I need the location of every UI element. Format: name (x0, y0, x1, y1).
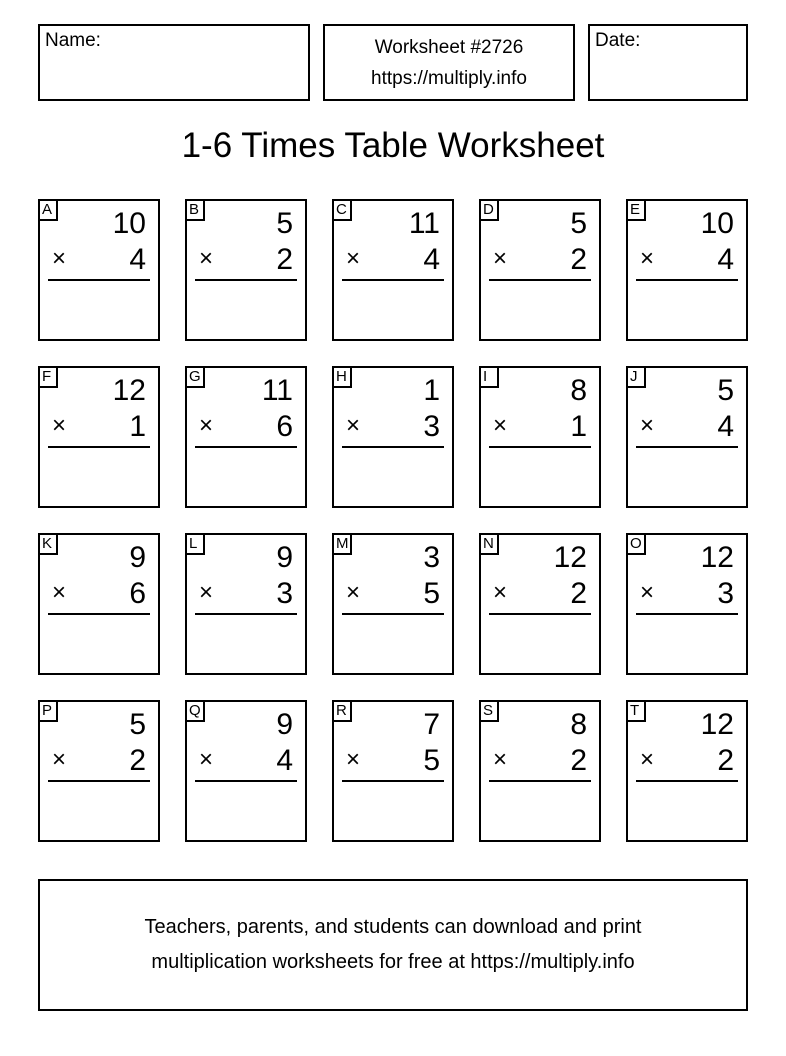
footer-box (38, 879, 748, 1011)
answer-line (342, 780, 444, 782)
problem-card (626, 700, 748, 842)
times-sign: × (640, 579, 655, 606)
problem-card (479, 533, 601, 675)
problem-letter: I (479, 366, 499, 388)
multiplier: 2 (570, 744, 587, 777)
footer-line-2: multiplication worksheets for free at https://multiply.info (151, 951, 635, 973)
problem-letter: M (332, 533, 352, 555)
answer-line (48, 446, 150, 448)
answer-line (48, 613, 150, 615)
multiplier: 6 (276, 410, 293, 443)
multiplier: 3 (717, 577, 734, 610)
footer-line-1: Teachers, parents, and students can download and print (144, 916, 642, 938)
problem-letter: F (38, 366, 58, 388)
problem-card (479, 199, 601, 341)
multiplicand: 7 (423, 708, 440, 741)
answer-line (636, 279, 738, 281)
multiplicand: 3 (423, 541, 440, 574)
multiplier: 4 (717, 243, 734, 276)
problem-card (626, 199, 748, 341)
problem-letter: J (626, 366, 646, 388)
multiplier: 1 (129, 410, 146, 443)
multiplier: 4 (717, 410, 734, 443)
worksheet-number: Worksheet #2726 (374, 37, 524, 58)
times-sign: × (52, 412, 67, 439)
problem-card (38, 533, 160, 675)
answer-line (342, 446, 444, 448)
answer-line (48, 279, 150, 281)
problem-card (185, 199, 307, 341)
times-sign: × (346, 746, 361, 773)
multiplier: 6 (129, 577, 146, 610)
answer-line (342, 279, 444, 281)
problem-card (332, 700, 454, 842)
problem-letter: H (332, 366, 352, 388)
problem-card (38, 700, 160, 842)
multiplier: 4 (423, 243, 440, 276)
times-sign: × (52, 746, 67, 773)
multiplier: 3 (276, 577, 293, 610)
times-sign: × (199, 579, 214, 606)
answer-line (48, 780, 150, 782)
multiplier: 1 (570, 410, 587, 443)
problem-letter: A (38, 199, 58, 221)
times-sign: × (493, 746, 508, 773)
answer-line (489, 279, 591, 281)
multiplicand: 10 (700, 207, 734, 240)
date-box[interactable] (588, 24, 748, 101)
problem-letter: R (332, 700, 352, 722)
times-sign: × (52, 579, 67, 606)
answer-line (342, 613, 444, 615)
times-sign: × (346, 412, 361, 439)
multiplicand: 9 (129, 541, 146, 574)
problem-letter: S (479, 700, 499, 722)
multiplicand: 10 (112, 207, 146, 240)
answer-line (195, 446, 297, 448)
problem-card (626, 366, 748, 508)
multiplicand: 9 (276, 708, 293, 741)
times-sign: × (493, 412, 508, 439)
answer-line (195, 780, 297, 782)
multiplicand: 12 (700, 708, 734, 741)
problem-card (185, 366, 307, 508)
problem-letter: E (626, 199, 646, 221)
times-sign: × (493, 579, 508, 606)
multiplicand: 12 (700, 541, 734, 574)
problem-letter: N (479, 533, 499, 555)
answer-line (489, 780, 591, 782)
problem-letter: B (185, 199, 205, 221)
multiplicand: 9 (276, 541, 293, 574)
multiplicand: 8 (570, 708, 587, 741)
problem-card (185, 700, 307, 842)
multiplier: 5 (423, 577, 440, 610)
page-title: 1-6 Times Table Worksheet (181, 126, 605, 165)
multiplicand: 5 (570, 207, 587, 240)
problem-card (38, 199, 160, 341)
multiplier: 5 (423, 744, 440, 777)
multiplicand: 12 (553, 541, 587, 574)
times-sign: × (640, 245, 655, 272)
times-sign: × (346, 579, 361, 606)
multiplier: 2 (276, 243, 293, 276)
problem-card (38, 366, 160, 508)
multiplier: 2 (129, 744, 146, 777)
problem-card (332, 366, 454, 508)
problem-letter: D (479, 199, 499, 221)
name-box[interactable] (38, 24, 310, 101)
problem-letter: G (185, 366, 205, 388)
date-label: Date: (595, 30, 641, 51)
times-sign: × (640, 746, 655, 773)
multiplicand: 11 (261, 374, 293, 407)
problem-card (479, 700, 601, 842)
multiplier: 2 (717, 744, 734, 777)
multiplier: 4 (276, 744, 293, 777)
answer-line (636, 446, 738, 448)
times-sign: × (493, 245, 508, 272)
problem-letter: T (626, 700, 646, 722)
multiplicand: 5 (276, 207, 293, 240)
problem-card (479, 366, 601, 508)
times-sign: × (640, 412, 655, 439)
multiplier: 2 (570, 577, 587, 610)
problem-letter: C (332, 199, 352, 221)
multiplicand: 5 (129, 708, 146, 741)
problem-letter: L (185, 533, 205, 555)
multiplicand: 12 (112, 374, 146, 407)
times-sign: × (346, 245, 361, 272)
answer-line (489, 613, 591, 615)
problem-letter: K (38, 533, 58, 555)
problem-card (185, 533, 307, 675)
times-sign: × (199, 245, 214, 272)
problem-card (332, 533, 454, 675)
times-sign: × (199, 746, 214, 773)
problem-letter: Q (185, 700, 205, 722)
multiplicand: 11 (408, 207, 440, 240)
answer-line (489, 446, 591, 448)
answer-line (195, 279, 297, 281)
worksheet-info-box (323, 24, 575, 101)
multiplicand: 5 (717, 374, 734, 407)
problem-card (332, 199, 454, 341)
times-sign: × (199, 412, 214, 439)
times-sign: × (52, 245, 67, 272)
answer-line (195, 613, 297, 615)
answer-line (636, 613, 738, 615)
name-label: Name: (45, 30, 101, 51)
problem-card (626, 533, 748, 675)
worksheet-url: https://multiply.info (371, 68, 527, 89)
multiplier: 4 (129, 243, 146, 276)
multiplier: 2 (570, 243, 587, 276)
problem-letter: O (626, 533, 646, 555)
multiplicand: 8 (570, 374, 587, 407)
answer-line (636, 780, 738, 782)
multiplier: 3 (423, 410, 440, 443)
multiplicand: 1 (423, 374, 440, 407)
problem-letter: P (38, 700, 58, 722)
